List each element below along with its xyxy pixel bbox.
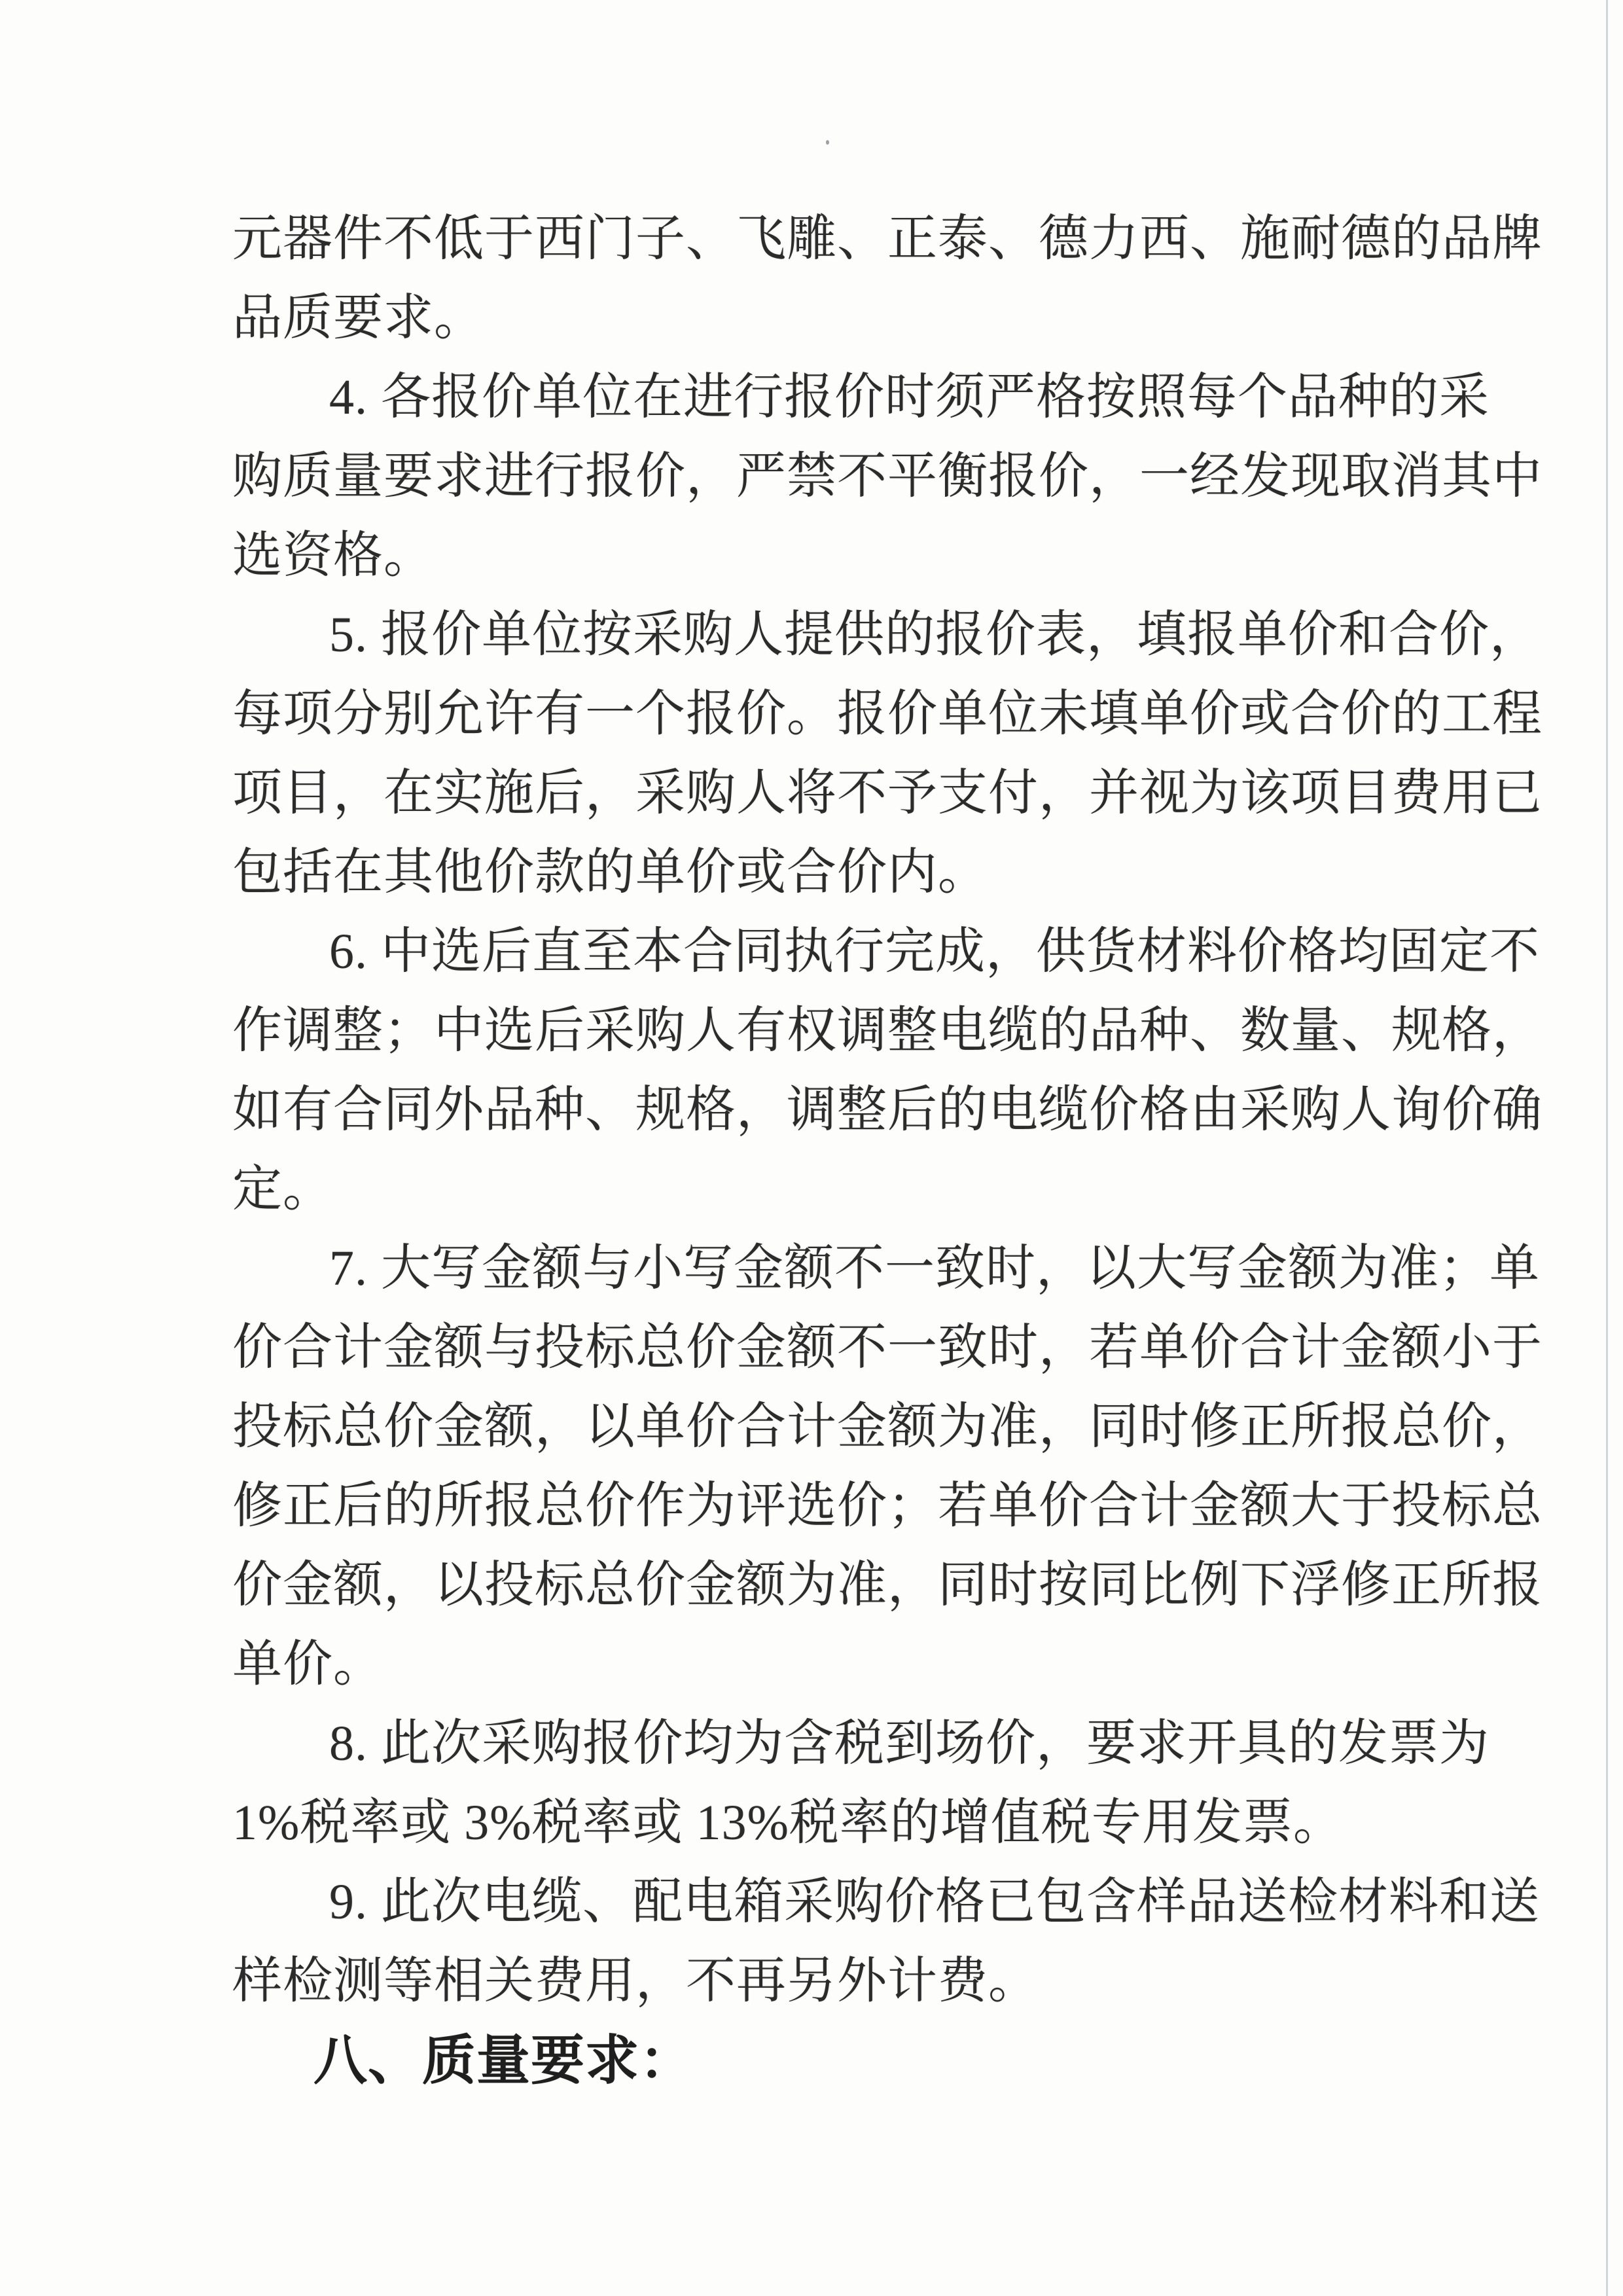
text-line: 作调整；中选后采购人有权调整电缆的品种、数量、规格， — [232, 1003, 1543, 1058]
text-line: 选资格。 — [232, 528, 434, 583]
text-line: 价合计金额与投标总价金额不一致时，若单价合计金额小于 — [232, 1320, 1543, 1375]
text-line: 每项分别允许有一个报价。报价单位未填单价或合价的工程 — [232, 687, 1543, 742]
text-line: 投标总价金额，以单价合计金额为准，同时修正所报总价， — [232, 1399, 1543, 1454]
text-line: 单价。 — [232, 1637, 383, 1692]
text-line: 如有合同外品种、规格，调整后的电缆价格由采购人询价确 — [232, 1083, 1543, 1138]
text-line: 8. 此次采购报价均为含税到场价，要求开具的发票为 — [329, 1716, 1489, 1771]
text-line: 元器件不低于西门子、飞雕、正泰、德力西、施耐德的品牌 — [232, 211, 1543, 266]
text-block — [232, 200, 1543, 2100]
text-line: 价金额，以投标总价金额为准，同时按同比例下浮修正所报 — [232, 1558, 1543, 1613]
text-line: 样检测等相关费用，不再另外计费。 — [232, 1954, 1039, 2009]
text-line: 1%税率或 3%税率或 13%税率的增值税专用发票。 — [232, 1795, 1344, 1850]
text-line: 项目，在实施后，采购人将不予支付，并视为该项目费用已 — [232, 766, 1543, 821]
ink-speck — [826, 140, 829, 145]
text-line: 定。 — [232, 1162, 333, 1217]
text-line: 包括在其他价款的单价或合价内。 — [232, 845, 988, 900]
section-heading: 八、质量要求： — [313, 2031, 694, 2090]
text-line: 5. 报价单位按采购人提供的报价表，填报单价和合价， — [329, 607, 1540, 662]
text-line: 6. 中选后直至本合同执行完成，供货材料价格均固定不 — [329, 924, 1540, 979]
text-line: 品质要求。 — [232, 291, 484, 346]
text-line: 4. 各报价单位在进行报价时须严格按照每个品种的采 — [329, 370, 1489, 425]
text-line: 9. 此次电缆、配电箱采购价格已包含样品送检材料和送 — [329, 1874, 1540, 1929]
text-line: 修正后的所报总价作为评选价；若单价合计金额大于投标总 — [232, 1479, 1543, 1534]
scan-artifact-line — [1606, 0, 1608, 2296]
text-line: 购质量要求进行报价，严禁不平衡报价，一经发现取消其中 — [232, 449, 1543, 504]
text-line: 7. 大写金额与小写金额不一致时，以大写金额为准；单 — [329, 1241, 1540, 1296]
